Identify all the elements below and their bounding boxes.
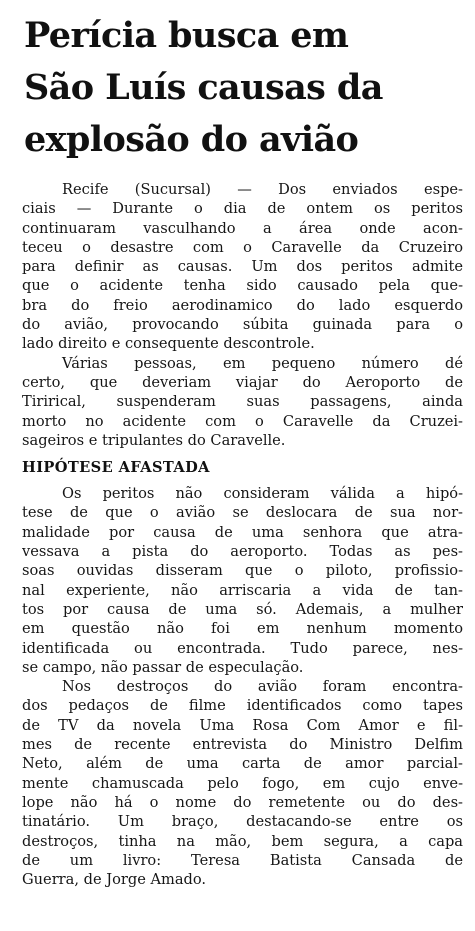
text-line: morto no acidente com o Caravelle da Cruzei- <box>22 412 463 430</box>
text-line: certo, que deveriam viajar do Aeroporto de <box>22 373 463 391</box>
text-line: ciais — Durante o dia de ontem os peritos <box>22 200 463 218</box>
article-body <box>22 180 463 889</box>
text-line: identificada ou encontrada. Tudo parece, nes- <box>22 639 463 657</box>
text-line: continuaram vasculhando a área onde acon- <box>22 219 463 237</box>
text-line: Guerra, de Jorge Amado. <box>22 871 207 889</box>
text-line: destroços, tinha na mão, bem segura, a capa <box>22 832 463 850</box>
paragraph-hypothesis <box>22 484 463 677</box>
text-line: de um livro: Teresa Batista Cansada de <box>22 851 463 869</box>
paragraph-intro <box>22 180 463 354</box>
text-line: Tirirical, suspenderam suas passagens, ainda <box>22 393 463 411</box>
headline <box>0 0 475 166</box>
text-line: dos pedaços de filme identificados como tapes <box>22 697 463 715</box>
text-line: nal experiente, não arriscaria a vida de tan- <box>22 581 463 599</box>
text-line: Os peritos não consideram válida a hipó- <box>62 485 463 503</box>
headline-line: explosão do avião <box>24 119 359 160</box>
text-line: para definir as causas. Um dos peritos admite <box>22 258 463 276</box>
headline-line: Perícia busca em <box>24 15 349 56</box>
text-line: tinatário. Um braço, destacando-se entre os <box>22 813 463 831</box>
text-line: Neto, além de uma carta de amor parcial- <box>22 755 463 773</box>
text-line: sageiros e tripulantes do Caravelle. <box>22 431 286 449</box>
text-line: teceu o desastre com o Caravelle da Cruzeiro <box>22 238 463 256</box>
headline-line: São Luís causas da <box>24 67 383 108</box>
text-line: lado direito e consequente descontrole. <box>22 335 315 353</box>
text-line: bra do freio aerodinamico do lado esquerdo <box>22 296 463 314</box>
text-line: mente chamuscada pelo fogo, em cujo enve- <box>22 774 463 792</box>
text-line: mes de recente entrevista do Ministro Delfim <box>22 736 463 754</box>
text-line: tese de que o avião se deslocara de sua nor- <box>22 504 463 522</box>
text-line: do avião, provocando súbita guinada para o <box>22 316 463 334</box>
text-line: em questão não foi em nenhum momento <box>22 620 463 638</box>
paragraph-wreckage <box>22 677 463 889</box>
text-line: que o acidente tenha sido causado pela que- <box>22 277 463 295</box>
text-line: Nos destroços do avião foram encontra- <box>62 678 463 696</box>
text-line: Várias pessoas, em pequeno número dé <box>62 354 463 372</box>
text-line: malidade por causa de uma senhora que atra- <box>22 523 463 541</box>
text-line: de TV da novela Uma Rosa Com Amor e fil- <box>22 716 463 734</box>
section-subhead: HIPÓTESE AFASTADA <box>22 459 210 477</box>
text-line: soas ouvidas disseram que o piloto, profissio- <box>22 562 463 580</box>
paragraph-passengers <box>22 354 463 450</box>
text-line: vessava a pista do aeroporto. Todas as pes- <box>22 543 463 561</box>
text-line: se campo, não passar de especulação. <box>22 658 304 676</box>
text-line: tos por causa de uma só. Ademais, a mulher <box>22 600 463 618</box>
text-line: lope não há o nome do remetente ou do des- <box>22 793 463 811</box>
text-line: Recife (Sucursal) — Dos enviados espe- <box>62 181 463 198</box>
